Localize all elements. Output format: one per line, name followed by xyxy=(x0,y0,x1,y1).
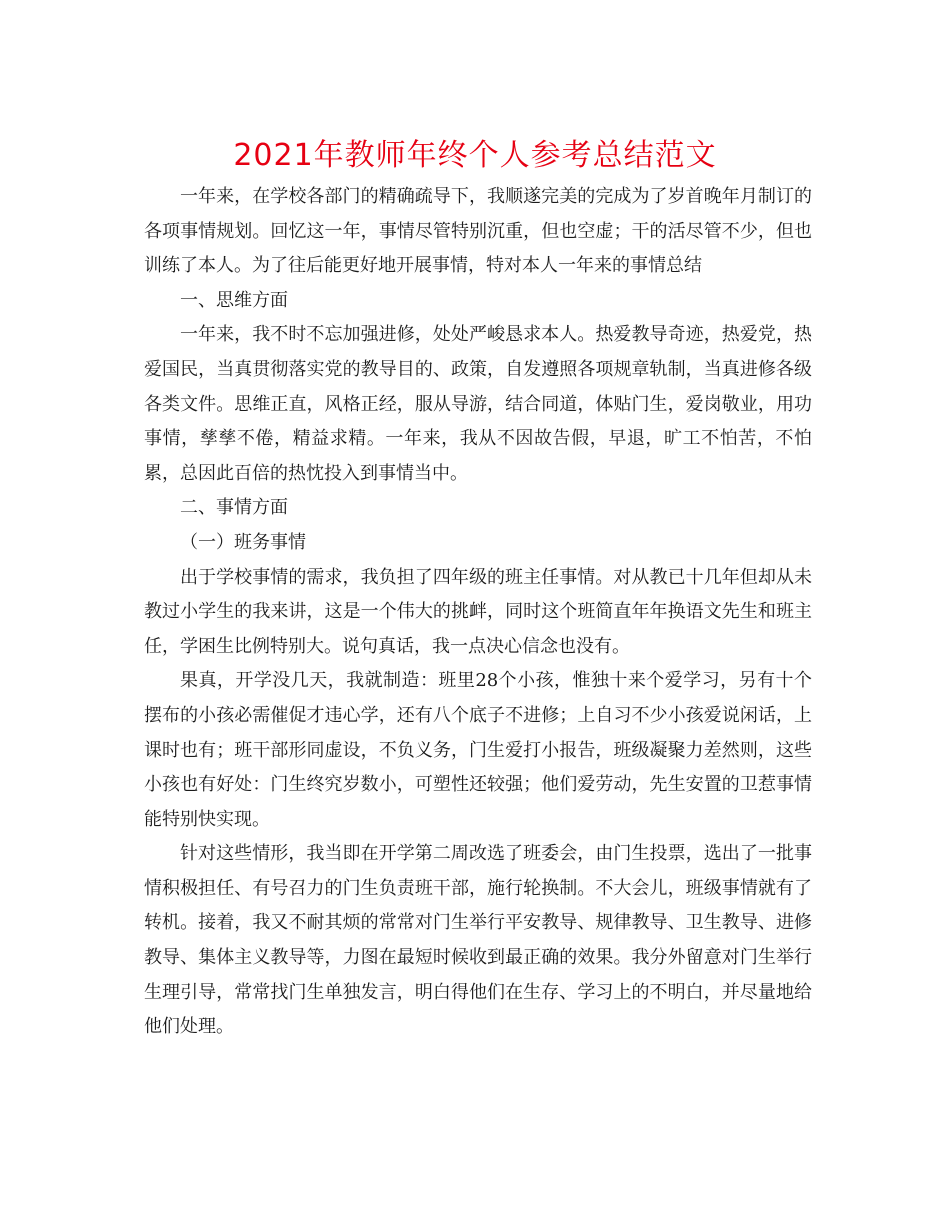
paragraph-class-1: 出于学校事情的需求，我负担了四年级的班主任事情。对从教已十几年但却从未教过小学生的我来讲，这是一个伟大的挑衅，同时这个班简直年年换语文先生和班主任，学困生比例特别大。说句真话，我一点决心信念也没有。 xyxy=(144,566,812,657)
paragraph-class-2: 果真，开学没几天，我就制造：班里28个小孩，惟独十来个爱学习，另有十个摆布的小孩必需催促才违心学，还有八个底子不进修；上自习不少小孩爱说闲话，上课时也有；班干部形同虚设，不负义务，门生爱打小报告，班级凝聚力差然则，这些小孩也有好处：门生终究岁数小，可塑性还较强；他们爱劳动，先生安置的卫惹事情能特别快实现。 xyxy=(144,670,812,830)
section-heading-thought: 一、思维方面 xyxy=(180,289,288,311)
paragraph-class-3: 针对这些情形，我当即在开学第二周改选了班委会，由门生投票，选出了一批事情积极担任、有号召力的门生负责班干部，施行轮换制。不大会儿，班级事情就有了转机。接着，我又不耐其烦的常常对门生举行平安教导、规律教导、卫生教导、进修教导、集体主义教导等，力图在最短时候收到最正确的效果。我分外留意对门生举行生理引导，常常找门生单独发言，明白得他们在生存、学习上的不明白，并尽量地给他们处理。 xyxy=(144,843,812,1038)
subsection-heading-class: （一）班务事情 xyxy=(180,531,306,553)
document-title: 2021年教师年终个人参考总结范文 xyxy=(233,138,717,173)
document-body xyxy=(144,180,812,1045)
section-heading-work: 二、事情方面 xyxy=(180,497,288,519)
paragraph-thought: 一年来，我不时不忘加强进修，处处严峻恳求本人。热爱教导奇迹，热爱党，热爱国民，当真贯彻落实党的教导目的、政策，自发遵照各项规章轨制，当真进修各级各类文件。思维正直，风格正经，服从导游，结合同道，体贴门生，爱岗敬业，用功事情，孳孳不倦，精益求精。一年来，我从不因故告假，早退，旷工不怕苦，不怕累，总因此百倍的热忱投入到事情当中。 xyxy=(144,324,812,484)
paragraph-intro: 一年来，在学校各部门的精确疏导下，我顺遂完美的完成为了岁首晚年月制订的各项事情规划。回忆这一年，事情尽管特别沉重，但也空虚；干的活尽管不少，但也训练了本人。为了往后能更好地开展事情，特对本人一年来的事情总结 xyxy=(144,186,812,277)
